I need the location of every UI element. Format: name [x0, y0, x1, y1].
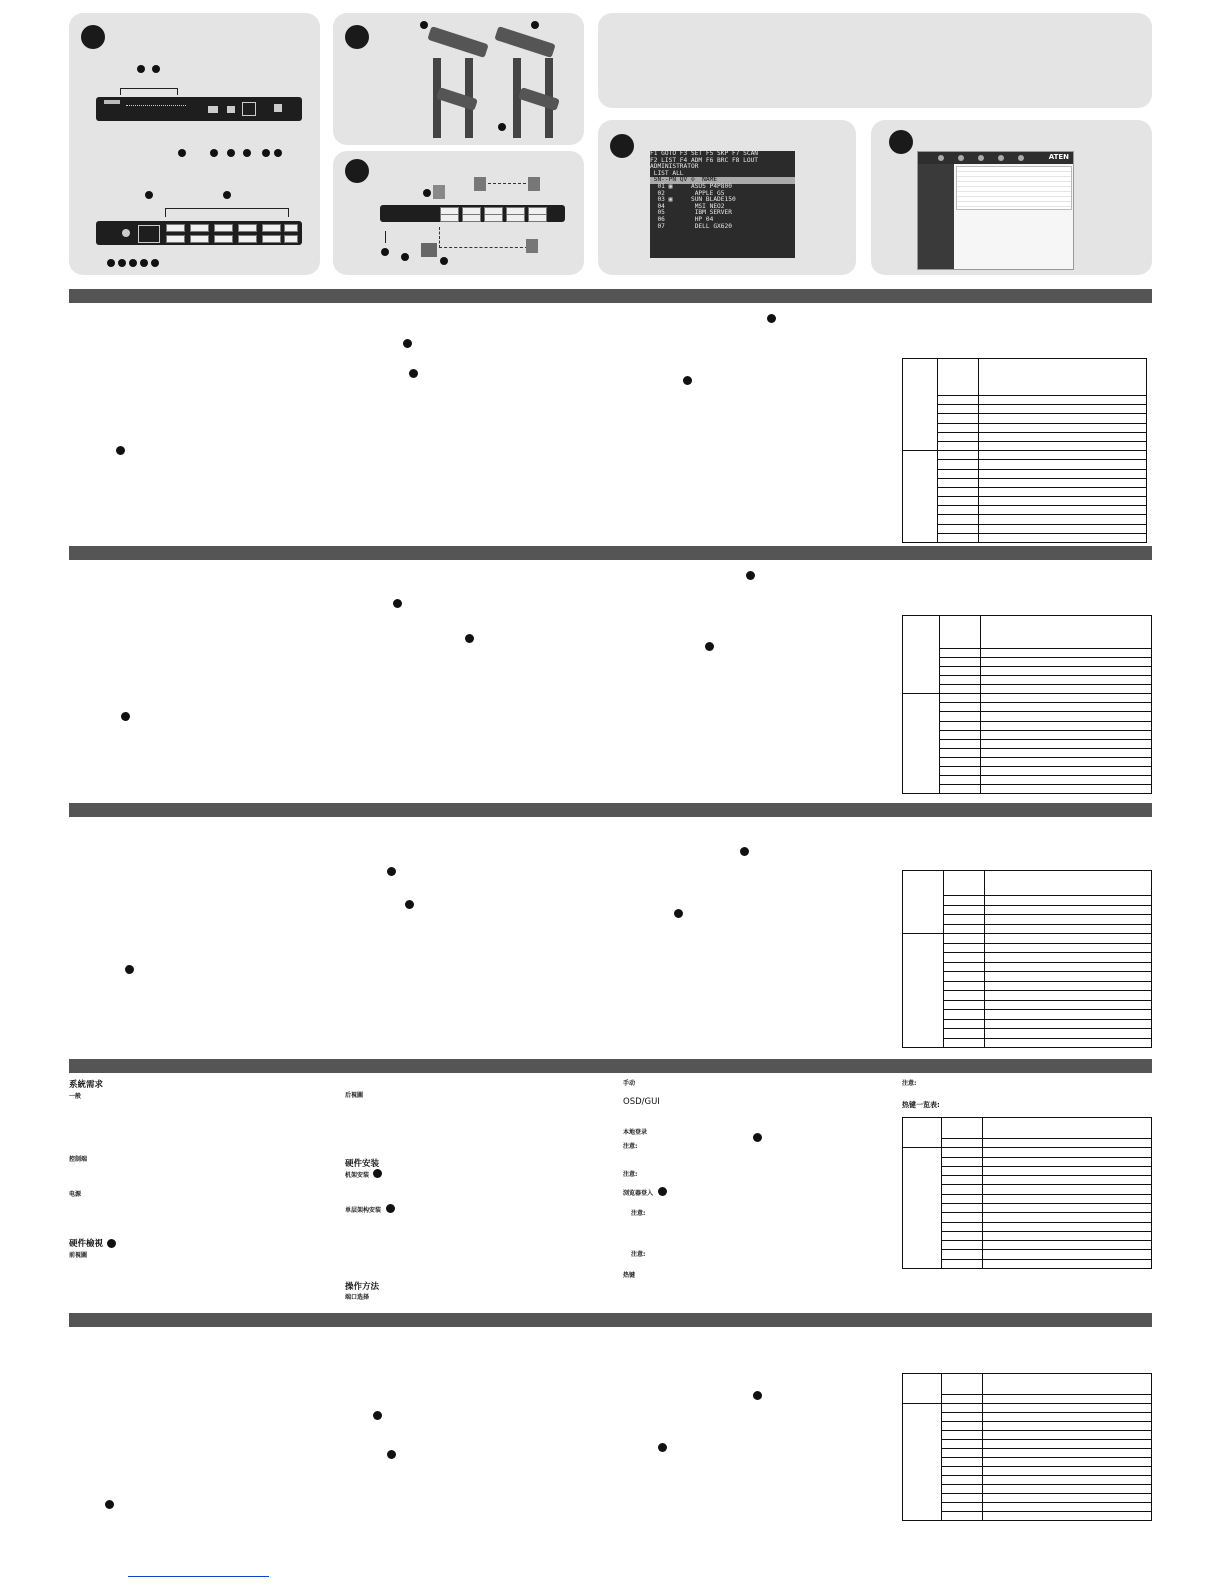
callout-dot — [498, 123, 506, 131]
step-number-4 — [610, 134, 634, 158]
callout-dot — [420, 21, 428, 29]
reference-dot — [753, 1133, 762, 1142]
computer-icon — [528, 177, 540, 191]
section-bar-3 — [69, 803, 1152, 817]
reference-dot — [405, 900, 414, 909]
heading-system-requirements: 系統需求 — [69, 1080, 104, 1090]
reference-dot — [753, 1391, 762, 1400]
callout-dot — [151, 259, 159, 267]
step-number-1 — [81, 25, 105, 49]
callout-dot — [381, 248, 389, 256]
heading-operation: 操作方法 — [345, 1282, 380, 1292]
callout-dot — [223, 191, 231, 199]
heading-manual: 手动 — [623, 1080, 636, 1087]
gui-list — [956, 166, 1072, 210]
callout-dot — [178, 149, 186, 157]
callout-dot — [137, 65, 145, 73]
cable-line — [439, 227, 528, 248]
callout-dot — [145, 191, 153, 199]
osd-line[interactable]: 06 HP 04 — [650, 215, 714, 223]
reference-dot — [373, 1411, 382, 1420]
reference-dot — [105, 1500, 114, 1509]
reference-dot — [658, 1443, 667, 1452]
bracket-line — [120, 88, 178, 95]
bracket-line — [165, 208, 289, 217]
reference-dot — [393, 599, 402, 608]
section-bar-2 — [69, 546, 1152, 560]
step-number-2 — [345, 25, 369, 49]
osd-line: F2 LIST F4 ADM F6 BRC F8 LOUT — [650, 156, 759, 164]
heading-hardware-install: 硬件安装 — [345, 1159, 380, 1169]
osd-line[interactable]: 05 IBM SERVER — [650, 209, 732, 217]
heading-hotkey: 热键 — [623, 1272, 636, 1279]
front-panel-device — [96, 97, 302, 121]
heading-osd-gui: OSD/GUI — [623, 1097, 660, 1107]
callout-dot — [129, 259, 137, 267]
dashed-link — [488, 183, 526, 184]
ground-icon — [385, 231, 386, 243]
osd-line[interactable]: 01 ▣ ASUS P4P800 — [650, 182, 732, 190]
osd-line[interactable]: 07 DELL GX620 — [650, 222, 732, 230]
heading-rear-view: 后視圖 — [345, 1092, 364, 1099]
osd-line: F1 GOTO F3 SET F5 SKP F7 SCAN — [650, 151, 759, 157]
panel-single-stage-install — [333, 151, 584, 275]
section-bar-1 — [69, 289, 1152, 303]
reference-dot — [674, 909, 683, 918]
heading-front-view: 前視圖 — [69, 1252, 88, 1259]
reference-dot — [746, 571, 755, 580]
callout-dot — [140, 259, 148, 267]
callout-dot — [107, 259, 115, 267]
reference-dot — [409, 369, 418, 378]
callout-dot — [401, 253, 409, 261]
hotkey-table — [902, 1373, 1152, 1521]
osd-line: SN--PN QV ⊙ NAME — [650, 177, 795, 184]
callout-dot — [152, 65, 160, 73]
computer-icon — [474, 177, 486, 191]
callout-dot — [274, 149, 282, 157]
reference-dot — [767, 314, 776, 323]
callout-dot — [531, 21, 539, 29]
section-bar-5 — [69, 1313, 1152, 1327]
computer-icon — [526, 239, 538, 253]
hotkey-table — [902, 615, 1152, 794]
monitor-icon — [421, 243, 437, 257]
reference-dot — [121, 712, 130, 721]
reference-dot — [387, 1450, 396, 1459]
panel-front-rear-view — [69, 13, 320, 275]
reference-dot — [683, 376, 692, 385]
heading-single-stage: 单层架构安装 — [345, 1207, 382, 1214]
osd-line[interactable]: 03 ▣ SUN BLADE150 — [650, 196, 736, 204]
switch-device — [380, 205, 565, 222]
reference-dot — [403, 339, 412, 348]
osd-line[interactable]: 02 APPLE G5 — [650, 189, 725, 197]
reference-dot — [107, 1239, 116, 1248]
rack-device — [427, 26, 488, 58]
heading-hotkey-table: 热键一览表: — [902, 1101, 940, 1109]
reference-dot — [373, 1169, 382, 1178]
reference-dot — [740, 847, 749, 856]
heading-console: 控制端 — [69, 1156, 88, 1163]
reference-dot — [116, 446, 125, 455]
note-label: 注意: — [623, 1171, 638, 1178]
callout-dot — [210, 149, 218, 157]
step-number-5 — [889, 130, 913, 154]
section-bar-4 — [69, 1059, 1152, 1073]
reference-dot — [125, 965, 134, 974]
computer-icon — [433, 185, 445, 199]
callout-dot — [423, 189, 431, 197]
gui-toolbar — [918, 152, 1073, 164]
gui-screen — [917, 151, 1074, 270]
panel-blank — [598, 13, 1152, 108]
heading-local-login: 本地登录 — [623, 1129, 648, 1136]
callout-dot — [227, 149, 235, 157]
heading-cable: 电源 — [69, 1191, 82, 1198]
reference-dot — [387, 867, 396, 876]
osd-screen — [650, 151, 795, 258]
heading-port-selection: 端口选择 — [345, 1294, 370, 1301]
gui-sidebar — [918, 164, 954, 269]
callout-dot — [243, 149, 251, 157]
aten-logo: ATEN — [1048, 153, 1069, 161]
note-label: 注意: — [902, 1080, 917, 1087]
osd-line: ADMINISTRATOR — [650, 163, 699, 171]
rear-panel-device — [96, 221, 302, 245]
callout-dot — [118, 259, 126, 267]
hotkey-table — [902, 358, 1147, 543]
footer-link-underline[interactable] — [128, 1576, 269, 1577]
heading-rack-mount: 机架安装 — [345, 1172, 370, 1179]
reference-dot — [705, 642, 714, 651]
osd-line[interactable]: 04 MSI NEO2 — [650, 202, 725, 210]
step-number-3 — [345, 159, 369, 183]
callout-dot — [262, 149, 270, 157]
reference-dot — [465, 634, 474, 643]
rack-device — [494, 26, 555, 58]
heading-browser-login: 浏览器登入 — [623, 1190, 654, 1197]
heading-general: 一般 — [69, 1093, 82, 1100]
heading-hardware-review: 硬件檢視 — [69, 1239, 104, 1249]
note-label: 注意: — [623, 1143, 638, 1150]
note-label: 注意: — [631, 1210, 646, 1217]
rack-device — [518, 87, 560, 111]
panel-rack-mount — [333, 13, 584, 145]
hotkey-table — [902, 870, 1152, 1048]
reference-dot — [658, 1187, 667, 1196]
note-label: 注意: — [631, 1251, 646, 1258]
reference-dot — [386, 1204, 395, 1213]
osd-line: LIST ALL — [650, 169, 684, 177]
hotkey-table — [902, 1117, 1152, 1269]
callout-dot — [440, 257, 448, 265]
